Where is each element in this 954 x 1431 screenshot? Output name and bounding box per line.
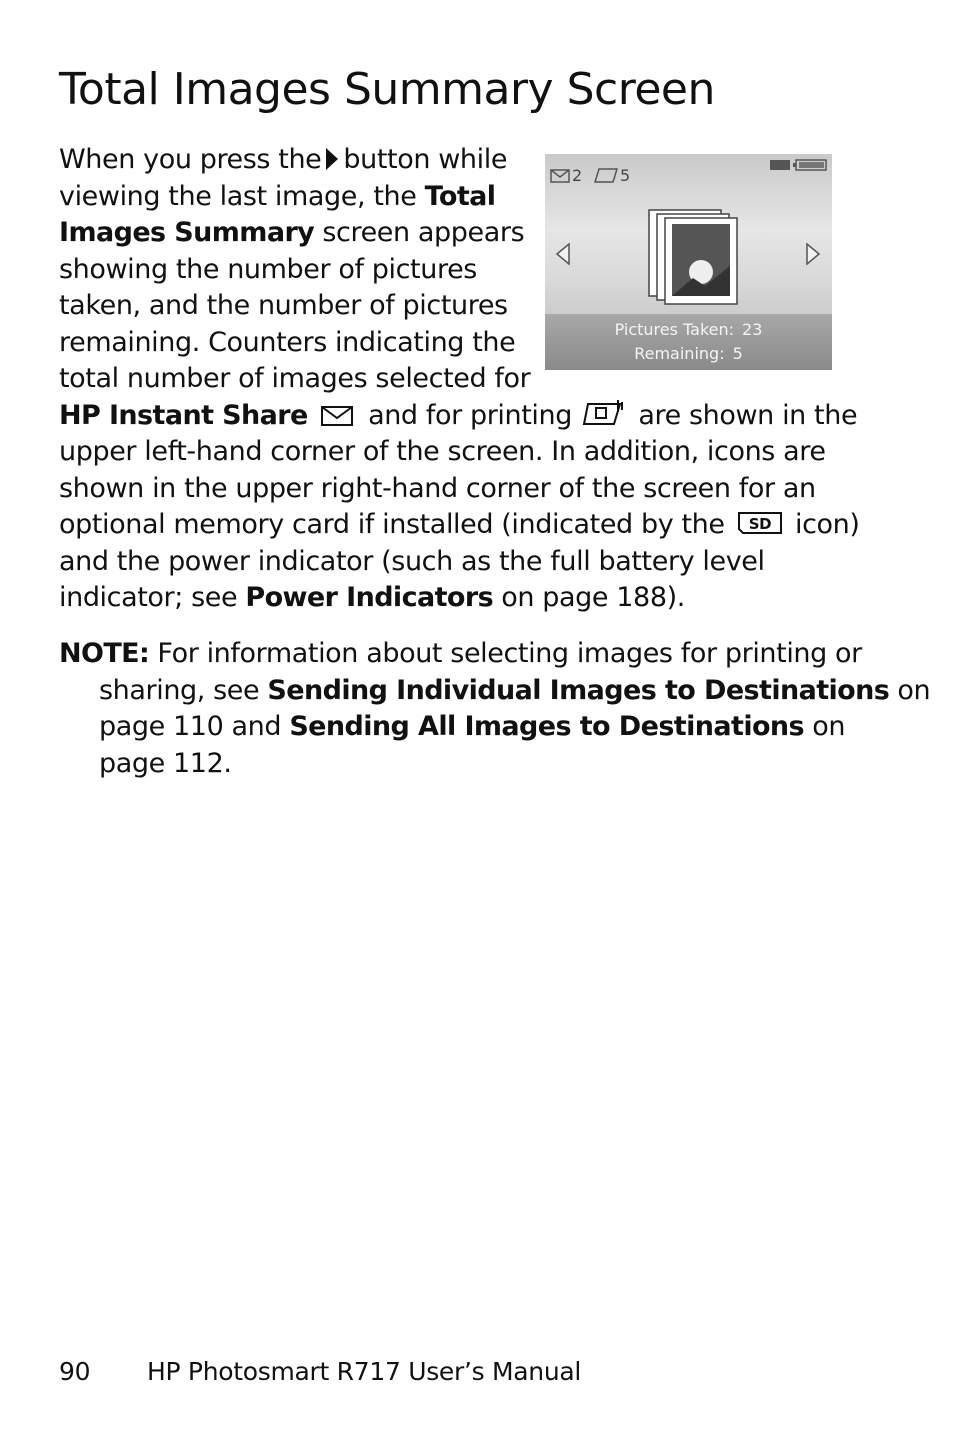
page-footer: [59, 1357, 581, 1386]
print-icon: [580, 398, 630, 428]
sd-card-icon: [733, 509, 787, 537]
bold-term: Power Indicators: [245, 582, 494, 613]
text-run: and for printing: [368, 399, 572, 431]
right-triangle-icon: [325, 147, 339, 171]
envelope-icon: [316, 404, 360, 428]
note-line: [59, 636, 862, 673]
note-line: [59, 673, 931, 710]
text-line: taken, and the number of pictures: [59, 290, 508, 321]
note-label: NOTE:: [59, 638, 150, 669]
sd-card-label: SD: [748, 515, 772, 533]
pictures-taken-value: 23: [742, 320, 763, 339]
left-arrow-icon: [557, 244, 569, 264]
bold-term: Images Summary: [59, 217, 315, 248]
right-arrow-icon: [807, 244, 819, 264]
note-line: page 112.: [99, 747, 232, 779]
text-run: on: [897, 674, 931, 706]
text-line: showing the number of pictures: [59, 253, 477, 285]
pictures-taken-label: Pictures Taken:: [614, 320, 735, 339]
bold-term: HP Instant Share: [59, 399, 308, 431]
text-line: [59, 507, 860, 544]
text-run: page 110 and: [99, 711, 282, 742]
bold-term: Total: [424, 180, 496, 212]
text-run: on page 188).: [501, 582, 685, 613]
note-line: [59, 709, 849, 746]
print-counter: 5: [620, 166, 631, 185]
text-line: total number of images selected for: [59, 363, 531, 394]
remaining-label: Remaining:: [634, 344, 725, 363]
text-run: are shown in the: [638, 399, 858, 431]
text-line: and the power indicator (such as the full battery level: [59, 545, 765, 577]
text-line: [59, 580, 839, 617]
text-run: viewing the last image, the: [59, 180, 417, 212]
text-run: When you press the: [59, 144, 322, 175]
remaining-readout: [545, 344, 832, 363]
pictures-taken-readout: [545, 320, 832, 339]
text-run: icon): [794, 509, 860, 540]
page-title: Total Images Summary Screen: [59, 64, 715, 115]
remaining-value: 5: [732, 344, 743, 363]
camera-screen-image: [545, 154, 832, 370]
text-run: sharing, see: [99, 674, 260, 706]
text-run: For information about selecting images for printing or: [157, 638, 862, 669]
text-run: screen appears: [322, 217, 525, 248]
cross-reference: Sending All Images to Destinations: [289, 711, 805, 742]
image-stack-graphic: [545, 154, 832, 314]
text-run: button while: [343, 144, 508, 175]
text-run: on: [812, 711, 846, 742]
text-line: [59, 398, 858, 435]
text-line: shown in the upper right-hand corner of the screen for an: [59, 472, 816, 504]
cross-reference: Sending Individual Images to Destinations: [267, 674, 890, 706]
note-block: [59, 636, 931, 782]
text-run: optional memory card if installed (indicated by the: [59, 509, 725, 540]
text-run: indicator; see: [59, 582, 238, 613]
text-line: remaining. Counters indicating the: [59, 326, 516, 358]
text-line: upper left-hand corner of the screen. In addition, icons are: [59, 436, 826, 467]
manual-title: HP Photosmart R717 User’s Manual: [147, 1357, 582, 1386]
share-counter: 2: [572, 166, 583, 185]
page-number: 90: [59, 1357, 91, 1386]
